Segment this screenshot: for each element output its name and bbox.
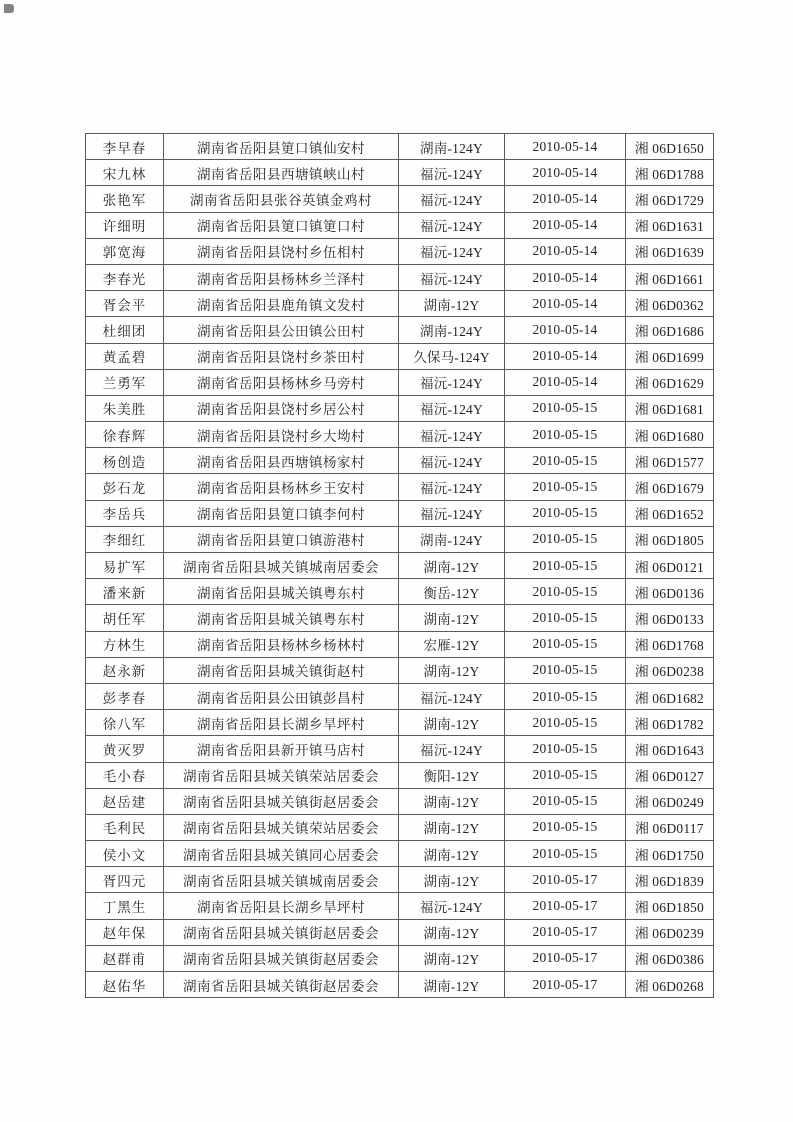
cell-name: 彭石龙 <box>86 474 164 500</box>
cell-name: 赵永新 <box>86 657 164 683</box>
cell-plate: 湘 06D0121 <box>626 553 714 579</box>
cell-plate: 湘 06D1839 <box>626 867 714 893</box>
cell-date: 2010-05-14 <box>505 160 626 186</box>
cell-model: 久保马-124Y <box>399 343 505 369</box>
cell-plate: 湘 06D1729 <box>626 186 714 212</box>
cell-address: 湖南省岳阳县杨林乡马旁村 <box>164 369 399 395</box>
cell-date: 2010-05-15 <box>505 841 626 867</box>
cell-model: 湖南-124Y <box>399 526 505 552</box>
table-row <box>86 291 714 317</box>
cell-address: 湖南省岳阳县新开镇马店村 <box>164 736 399 762</box>
cell-model: 福沅-124Y <box>399 893 505 919</box>
cell-date: 2010-05-15 <box>505 448 626 474</box>
cell-model: 福沅-124Y <box>399 474 505 500</box>
table-row <box>86 448 714 474</box>
table-row <box>86 369 714 395</box>
cell-name: 黄灭罗 <box>86 736 164 762</box>
table-row <box>86 395 714 421</box>
cell-date: 2010-05-15 <box>505 605 626 631</box>
cell-plate: 湘 06D1682 <box>626 683 714 709</box>
cell-date: 2010-05-15 <box>505 710 626 736</box>
cell-date: 2010-05-15 <box>505 762 626 788</box>
cell-address: 湖南省岳阳县长湖乡旱坪村 <box>164 710 399 736</box>
cell-address: 湖南省岳阳县城关镇街赵居委会 <box>164 972 399 998</box>
cell-plate: 湘 06D1680 <box>626 422 714 448</box>
cell-name: 兰勇军 <box>86 369 164 395</box>
cell-address: 湖南省岳阳县公田镇彭昌村 <box>164 683 399 709</box>
cell-date: 2010-05-15 <box>505 657 626 683</box>
table-row <box>86 317 714 343</box>
cell-plate: 湘 06D1652 <box>626 500 714 526</box>
table-row <box>86 657 714 683</box>
cell-name: 李细红 <box>86 526 164 552</box>
table-row <box>86 762 714 788</box>
cell-name: 侯小文 <box>86 841 164 867</box>
cell-address: 湖南省岳阳县饶村乡伍相村 <box>164 238 399 264</box>
cell-plate: 湘 06D0238 <box>626 657 714 683</box>
cell-address: 湖南省岳阳县城关镇街赵村 <box>164 657 399 683</box>
cell-model: 福沅-124Y <box>399 160 505 186</box>
cell-date: 2010-05-15 <box>505 683 626 709</box>
table-row <box>86 238 714 264</box>
cell-address: 湖南省岳阳县城关镇街赵居委会 <box>164 945 399 971</box>
cell-plate: 湘 06D1681 <box>626 395 714 421</box>
cell-date: 2010-05-15 <box>505 422 626 448</box>
cell-plate: 湘 06D0239 <box>626 919 714 945</box>
cell-plate: 湘 06D1643 <box>626 736 714 762</box>
cell-model: 湖南-12Y <box>399 919 505 945</box>
cell-plate: 湘 06D0136 <box>626 579 714 605</box>
cell-address: 湖南省岳阳县城关镇粤东村 <box>164 605 399 631</box>
cell-name: 杨创造 <box>86 448 164 474</box>
table-row <box>86 683 714 709</box>
cell-date: 2010-05-15 <box>505 736 626 762</box>
cell-address: 湖南省岳阳县鹿角镇文发村 <box>164 291 399 317</box>
registration-table <box>85 133 714 998</box>
cell-address: 湖南省岳阳县筻口镇游港村 <box>164 526 399 552</box>
cell-name: 赵年保 <box>86 919 164 945</box>
cell-address: 湖南省岳阳县城关镇街赵居委会 <box>164 919 399 945</box>
table-row <box>86 945 714 971</box>
cell-date: 2010-05-15 <box>505 474 626 500</box>
cell-address: 湖南省岳阳县筻口镇筻口村 <box>164 212 399 238</box>
cell-address: 湖南省岳阳县城关镇荣站居委会 <box>164 814 399 840</box>
cell-name: 易扩军 <box>86 553 164 579</box>
table-row <box>86 710 714 736</box>
cell-name: 张艳军 <box>86 186 164 212</box>
cell-date: 2010-05-15 <box>505 395 626 421</box>
cell-date: 2010-05-15 <box>505 631 626 657</box>
cell-name: 毛小春 <box>86 762 164 788</box>
cell-plate: 湘 06D1679 <box>626 474 714 500</box>
table-row <box>86 919 714 945</box>
cell-address: 湖南省岳阳县杨林乡王安村 <box>164 474 399 500</box>
cell-name: 徐八军 <box>86 710 164 736</box>
cell-date: 2010-05-14 <box>505 264 626 290</box>
table-row <box>86 579 714 605</box>
cell-plate: 湘 06D1661 <box>626 264 714 290</box>
cell-name: 李岳兵 <box>86 500 164 526</box>
cell-plate: 湘 06D1639 <box>626 238 714 264</box>
cell-model: 湖南-12Y <box>399 291 505 317</box>
cell-name: 徐春辉 <box>86 422 164 448</box>
cell-model: 湖南-12Y <box>399 710 505 736</box>
cell-model: 福沅-124Y <box>399 422 505 448</box>
cell-name: 毛利民 <box>86 814 164 840</box>
table-row <box>86 264 714 290</box>
cell-model: 湖南-12Y <box>399 972 505 998</box>
cell-model: 福沅-124Y <box>399 395 505 421</box>
cell-name: 李春光 <box>86 264 164 290</box>
table-row <box>86 972 714 998</box>
table-row <box>86 212 714 238</box>
registration-table-body <box>86 134 714 998</box>
cell-model: 湖南-124Y <box>399 317 505 343</box>
cell-address: 湖南省岳阳县饶村乡茶田村 <box>164 343 399 369</box>
cell-plate: 湘 06D1782 <box>626 710 714 736</box>
cell-name: 胥会平 <box>86 291 164 317</box>
cell-plate: 湘 06D1631 <box>626 212 714 238</box>
cell-date: 2010-05-17 <box>505 945 626 971</box>
cell-model: 福沅-124Y <box>399 369 505 395</box>
cell-plate: 湘 06D0268 <box>626 972 714 998</box>
cell-date: 2010-05-14 <box>505 186 626 212</box>
cell-address: 湖南省岳阳县饶村乡居公村 <box>164 395 399 421</box>
cell-model: 湖南-12Y <box>399 867 505 893</box>
cell-name: 赵岳建 <box>86 788 164 814</box>
cell-model: 湖南-12Y <box>399 841 505 867</box>
cell-plate: 湘 06D1805 <box>626 526 714 552</box>
cell-model: 湖南-12Y <box>399 814 505 840</box>
cell-model: 湖南-12Y <box>399 945 505 971</box>
cell-date: 2010-05-17 <box>505 972 626 998</box>
table-row <box>86 631 714 657</box>
cell-model: 福沅-124Y <box>399 736 505 762</box>
cell-model: 湖南-12Y <box>399 788 505 814</box>
cell-address: 湖南省岳阳县西塘镇峡山村 <box>164 160 399 186</box>
cell-model: 湖南-12Y <box>399 553 505 579</box>
cell-plate: 湘 06D1699 <box>626 343 714 369</box>
cell-name: 丁黑生 <box>86 893 164 919</box>
table-row <box>86 893 714 919</box>
cell-date: 2010-05-17 <box>505 867 626 893</box>
cell-address: 湖南省岳阳县杨林乡杨林村 <box>164 631 399 657</box>
cell-date: 2010-05-15 <box>505 526 626 552</box>
cell-plate: 湘 06D1629 <box>626 369 714 395</box>
cell-date: 2010-05-14 <box>505 343 626 369</box>
cell-model: 湖南-12Y <box>399 605 505 631</box>
cell-model: 福沅-124Y <box>399 448 505 474</box>
cell-model: 福沅-124Y <box>399 264 505 290</box>
cell-model: 衡岳-12Y <box>399 579 505 605</box>
table-row <box>86 160 714 186</box>
cell-name: 胡任军 <box>86 605 164 631</box>
cell-address: 湖南省岳阳县西塘镇杨家村 <box>164 448 399 474</box>
cell-date: 2010-05-14 <box>505 291 626 317</box>
cell-model: 福沅-124Y <box>399 500 505 526</box>
cell-date: 2010-05-14 <box>505 369 626 395</box>
cell-address: 湖南省岳阳县城关镇城南居委会 <box>164 867 399 893</box>
table-row <box>86 526 714 552</box>
cell-address: 湖南省岳阳县长湖乡旱坪村 <box>164 893 399 919</box>
cell-model: 福沅-124Y <box>399 683 505 709</box>
table-row <box>86 605 714 631</box>
cell-address: 湖南省岳阳县城关镇荣站居委会 <box>164 762 399 788</box>
cell-model: 湖南-124Y <box>399 134 505 160</box>
cell-name: 宋九林 <box>86 160 164 186</box>
cell-date: 2010-05-15 <box>505 788 626 814</box>
cell-address: 湖南省岳阳县城关镇城南居委会 <box>164 553 399 579</box>
cell-address: 湖南省岳阳县杨林乡兰泽村 <box>164 264 399 290</box>
cell-model: 衡阳-12Y <box>399 762 505 788</box>
table-row <box>86 134 714 160</box>
table-row <box>86 553 714 579</box>
cell-name: 赵佑华 <box>86 972 164 998</box>
cell-plate: 湘 06D1788 <box>626 160 714 186</box>
table-row <box>86 186 714 212</box>
table-row <box>86 500 714 526</box>
table-row <box>86 867 714 893</box>
table-row <box>86 422 714 448</box>
cell-plate: 湘 06D0127 <box>626 762 714 788</box>
cell-name: 许细明 <box>86 212 164 238</box>
cell-plate: 湘 06D1768 <box>626 631 714 657</box>
cell-address: 湖南省岳阳县城关镇街赵居委会 <box>164 788 399 814</box>
cell-name: 潘来新 <box>86 579 164 605</box>
cell-model: 福沅-124Y <box>399 238 505 264</box>
cell-name: 郭宽海 <box>86 238 164 264</box>
cell-date: 2010-05-15 <box>505 814 626 840</box>
cell-date: 2010-05-17 <box>505 919 626 945</box>
cell-date: 2010-05-15 <box>505 500 626 526</box>
cell-model: 宏雁-12Y <box>399 631 505 657</box>
cell-plate: 湘 06D0386 <box>626 945 714 971</box>
table-row <box>86 474 714 500</box>
cell-address: 湖南省岳阳县张谷英镇金鸡村 <box>164 186 399 212</box>
table-row <box>86 736 714 762</box>
cell-date: 2010-05-14 <box>505 212 626 238</box>
table-row <box>86 343 714 369</box>
cell-address: 湖南省岳阳县城关镇同心居委会 <box>164 841 399 867</box>
cell-plate: 湘 06D1686 <box>626 317 714 343</box>
table-row <box>86 841 714 867</box>
cell-name: 朱美胜 <box>86 395 164 421</box>
cell-plate: 湘 06D1750 <box>626 841 714 867</box>
cell-plate: 湘 06D1577 <box>626 448 714 474</box>
cell-plate: 湘 06D0362 <box>626 291 714 317</box>
cell-date: 2010-05-15 <box>505 579 626 605</box>
cell-name: 彭孝春 <box>86 683 164 709</box>
cell-plate: 湘 06D0133 <box>626 605 714 631</box>
cell-name: 胥四元 <box>86 867 164 893</box>
cell-name: 李早春 <box>86 134 164 160</box>
table-row <box>86 814 714 840</box>
cell-date: 2010-05-14 <box>505 134 626 160</box>
cell-address: 湖南省岳阳县城关镇粤东村 <box>164 579 399 605</box>
cell-date: 2010-05-17 <box>505 893 626 919</box>
cell-plate: 湘 06D1850 <box>626 893 714 919</box>
cell-name: 杜细团 <box>86 317 164 343</box>
cell-date: 2010-05-14 <box>505 317 626 343</box>
cell-address: 湖南省岳阳县公田镇公田村 <box>164 317 399 343</box>
table-row <box>86 788 714 814</box>
cell-date: 2010-05-14 <box>505 238 626 264</box>
cell-address: 湖南省岳阳县饶村乡大坳村 <box>164 422 399 448</box>
cell-model: 湖南-12Y <box>399 657 505 683</box>
cell-date: 2010-05-15 <box>505 553 626 579</box>
cell-name: 赵群甫 <box>86 945 164 971</box>
cell-address: 湖南省岳阳县筻口镇仙安村 <box>164 134 399 160</box>
cell-name: 黄孟碧 <box>86 343 164 369</box>
cell-model: 福沅-124Y <box>399 212 505 238</box>
cell-name: 方林生 <box>86 631 164 657</box>
cell-plate: 湘 06D1650 <box>626 134 714 160</box>
cell-plate: 湘 06D0249 <box>626 788 714 814</box>
scan-corner-artifact <box>4 4 14 13</box>
cell-model: 福沅-124Y <box>399 186 505 212</box>
cell-address: 湖南省岳阳县筻口镇李何村 <box>164 500 399 526</box>
cell-plate: 湘 06D0117 <box>626 814 714 840</box>
